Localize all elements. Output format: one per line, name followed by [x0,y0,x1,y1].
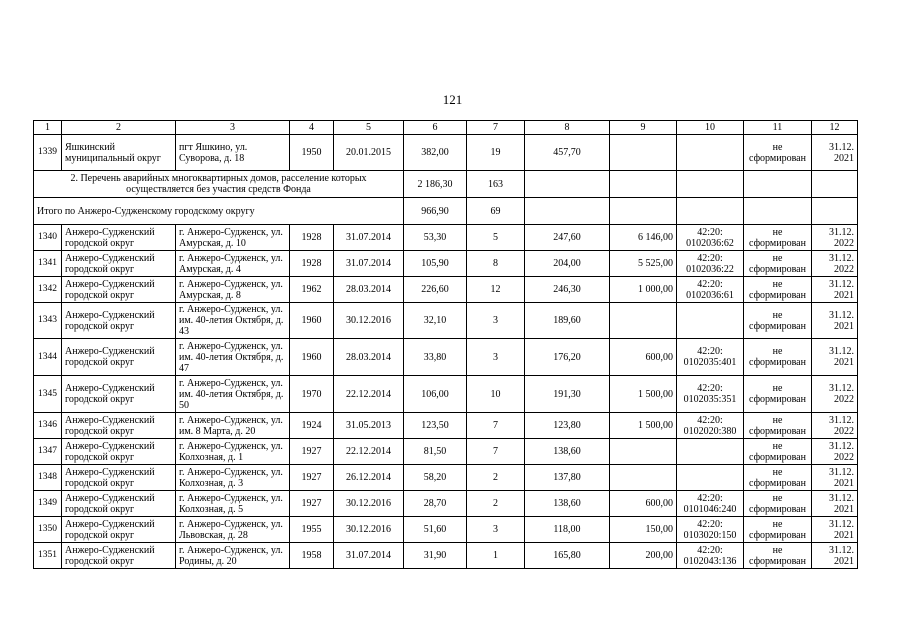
col9-cell: 6 146,00 [610,225,677,251]
address-cell: г. Анжеро-Судженск, ул. им. 8 Марта, д. 20 [176,413,290,439]
area-cell: 53,30 [404,225,467,251]
col8-cell: 246,30 [525,277,610,303]
people-cell: 10 [467,376,525,413]
address-cell: г. Анжеро-Судженск, ул. Колхозная, д. 5 [176,491,290,517]
table-row [34,135,858,171]
deadline-cell: 31.12. 2021 [812,135,858,171]
cadastre-cell: 42:20: 0101046:240 [677,491,744,517]
area-cell: 226,60 [404,277,467,303]
col9-cell: 1 500,00 [610,413,677,439]
address-cell: г. Анжеро-Судженск, ул. Родины, д. 20 [176,543,290,569]
year-cell: 1958 [290,543,334,569]
table-row [34,277,858,303]
column-number: 1 [34,121,62,135]
status-cell: не сформирован [744,439,812,465]
column-number: 2 [62,121,176,135]
year-cell: 1962 [290,277,334,303]
area-cell: 33,80 [404,339,467,376]
people-cell: 19 [467,135,525,171]
deadline-cell: 31.12. 2022 [812,376,858,413]
subtotal-people: 69 [467,198,525,225]
table-row [34,303,858,339]
area-cell: 382,00 [404,135,467,171]
col8-cell: 137,80 [525,465,610,491]
row-number: 1351 [34,543,62,569]
date-cell: 28.03.2014 [334,339,404,376]
address-cell: пгт Яшкино, ул. Суворова, д. 18 [176,135,290,171]
col9-cell: 5 525,00 [610,251,677,277]
date-cell: 31.07.2014 [334,225,404,251]
col8-cell: 191,30 [525,376,610,413]
address-cell: г. Анжеро-Судженск, ул. им. 40-летия Октября, д. 47 [176,339,290,376]
table-row [34,251,858,277]
people-cell: 3 [467,339,525,376]
people-cell: 3 [467,517,525,543]
area-cell: 58,20 [404,465,467,491]
area-cell: 32,10 [404,303,467,339]
table-row [34,339,858,376]
status-cell: не сформирован [744,376,812,413]
area-cell: 105,90 [404,251,467,277]
deadline-cell: 31.12. 2022 [812,439,858,465]
status-cell: не сформирован [744,465,812,491]
cadastre-cell: 42:20: 0102036:62 [677,225,744,251]
people-cell: 1 [467,543,525,569]
date-cell: 30.12.2016 [334,517,404,543]
column-number: 5 [334,121,404,135]
table-row [34,465,858,491]
date-cell: 30.12.2016 [334,303,404,339]
col9-cell: 1 500,00 [610,376,677,413]
area-cell: 106,00 [404,376,467,413]
cadastre-cell [677,303,744,339]
status-cell: не сформирован [744,303,812,339]
people-cell: 3 [467,303,525,339]
status-cell: не сформирован [744,225,812,251]
year-cell: 1928 [290,251,334,277]
district-cell: Анжеро-Судженский городской округ [62,339,176,376]
district-cell: Анжеро-Судженский городской округ [62,303,176,339]
year-cell: 1927 [290,491,334,517]
district-cell: Анжеро-Судженский городской округ [62,517,176,543]
cadastre-cell [677,465,744,491]
deadline-cell: 31.12. 2022 [812,413,858,439]
row-number: 1345 [34,376,62,413]
col8-cell: 118,00 [525,517,610,543]
deadline-cell: 31.12. 2021 [812,465,858,491]
status-cell: не сформирован [744,491,812,517]
column-number: 11 [744,121,812,135]
housing-register-table [33,120,858,569]
row-number: 1350 [34,517,62,543]
date-cell: 22.12.2014 [334,376,404,413]
status-cell: не сформирован [744,251,812,277]
area-cell: 28,70 [404,491,467,517]
section-row [34,171,858,198]
column-number: 3 [176,121,290,135]
col8-cell: 457,70 [525,135,610,171]
people-cell: 8 [467,251,525,277]
district-cell: Анжеро-Судженский городской округ [62,251,176,277]
col9-cell [610,303,677,339]
year-cell: 1927 [290,465,334,491]
address-cell: г. Анжеро-Судженск, ул. Амурская, д. 4 [176,251,290,277]
year-cell: 1970 [290,376,334,413]
row-number: 1346 [34,413,62,439]
deadline-cell: 31.12. 2022 [812,225,858,251]
row-number: 1347 [34,439,62,465]
address-cell: г. Анжеро-Судженск, ул. Амурская, д. 10 [176,225,290,251]
date-cell: 31.07.2014 [334,543,404,569]
address-cell: г. Анжеро-Судженск, ул. им. 40-летия Октября, д. 43 [176,303,290,339]
row-number: 1348 [34,465,62,491]
subtotal-area: 966,90 [404,198,467,225]
status-cell: не сформирован [744,277,812,303]
col8-cell: 189,60 [525,303,610,339]
deadline-cell: 31.12. 2021 [812,543,858,569]
col8-cell: 123,80 [525,413,610,439]
cadastre-cell: 42:20: 0102036:22 [677,251,744,277]
table-row [34,376,858,413]
column-number: 4 [290,121,334,135]
district-cell: Анжеро-Судженский городской округ [62,439,176,465]
page-number: 121 [442,92,463,107]
district-cell: Анжеро-Судженский городской округ [62,543,176,569]
area-cell: 51,60 [404,517,467,543]
address-cell: г. Анжеро-Судженск, ул. Львовская, д. 28 [176,517,290,543]
people-cell: 5 [467,225,525,251]
district-cell: Анжеро-Судженский городской округ [62,413,176,439]
year-cell: 1927 [290,439,334,465]
column-number: 9 [610,121,677,135]
status-cell: не сформирован [744,517,812,543]
deadline-cell: 31.12. 2021 [812,339,858,376]
column-number-row [34,121,858,135]
col9-cell: 600,00 [610,339,677,376]
district-cell: Яшкинский муниципальный округ [62,135,176,171]
row-number: 1343 [34,303,62,339]
col8-cell: 247,60 [525,225,610,251]
column-number: 8 [525,121,610,135]
date-cell: 31.05.2013 [334,413,404,439]
district-cell: Анжеро-Судженский городской округ [62,225,176,251]
col8-cell: 138,60 [525,439,610,465]
row-number: 1344 [34,339,62,376]
status-cell: не сформирован [744,413,812,439]
year-cell: 1928 [290,225,334,251]
address-cell: г. Анжеро-Судженск, ул. Колхозная, д. 3 [176,465,290,491]
people-cell: 12 [467,277,525,303]
col8-cell: 138,60 [525,491,610,517]
col9-cell [610,135,677,171]
cadastre-cell: 42:20: 0102020:380 [677,413,744,439]
section-title: 2. Перечень аварийных многоквартирных домов, расселение которых осуществляется без участия средств Фонда [34,171,404,198]
column-number: 10 [677,121,744,135]
column-number: 12 [812,121,858,135]
col9-cell [610,465,677,491]
date-cell: 22.12.2014 [334,439,404,465]
year-cell: 1955 [290,517,334,543]
people-cell: 7 [467,439,525,465]
row-number: 1340 [34,225,62,251]
deadline-cell: 31.12. 2021 [812,303,858,339]
section-people: 163 [467,171,525,198]
address-cell: г. Анжеро-Судженск, ул. Колхозная, д. 1 [176,439,290,465]
date-cell: 31.07.2014 [334,251,404,277]
people-cell: 7 [467,413,525,439]
year-cell: 1924 [290,413,334,439]
column-number: 7 [467,121,525,135]
deadline-cell: 31.12. 2021 [812,517,858,543]
col8-cell: 204,00 [525,251,610,277]
row-number: 1339 [34,135,62,171]
col9-cell: 200,00 [610,543,677,569]
col9-cell: 1 000,00 [610,277,677,303]
table-row [34,439,858,465]
district-cell: Анжеро-Судженский городской округ [62,376,176,413]
district-cell: Анжеро-Судженский городской округ [62,277,176,303]
table-row [34,225,858,251]
deadline-cell: 31.12. 2021 [812,277,858,303]
col9-cell: 150,00 [610,517,677,543]
table-row [34,413,858,439]
table-row [34,543,858,569]
area-cell: 81,50 [404,439,467,465]
table-row [34,517,858,543]
date-cell: 26.12.2014 [334,465,404,491]
year-cell: 1960 [290,303,334,339]
deadline-cell: 31.12. 2022 [812,251,858,277]
row-number: 1349 [34,491,62,517]
district-cell: Анжеро-Судженский городской округ [62,465,176,491]
row-number: 1341 [34,251,62,277]
date-cell: 30.12.2016 [334,491,404,517]
area-cell: 123,50 [404,413,467,439]
cadastre-cell: 42:20: 0102043:136 [677,543,744,569]
row-number: 1342 [34,277,62,303]
year-cell: 1960 [290,339,334,376]
year-cell: 1950 [290,135,334,171]
date-cell: 20.01.2015 [334,135,404,171]
address-cell: г. Анжеро-Судженск, ул. им. 40-летия Октября, д. 50 [176,376,290,413]
status-cell: не сформирован [744,543,812,569]
col8-cell: 165,80 [525,543,610,569]
cadastre-cell [677,135,744,171]
cadastre-cell: 42:20: 0102036:61 [677,277,744,303]
address-cell: г. Анжеро-Судженск, ул. Амурская, д. 8 [176,277,290,303]
section-area: 2 186,30 [404,171,467,198]
deadline-cell: 31.12. 2021 [812,491,858,517]
district-cell: Анжеро-Судженский городской округ [62,491,176,517]
area-cell: 31,90 [404,543,467,569]
col8-cell: 176,20 [525,339,610,376]
status-cell: не сформирован [744,135,812,171]
people-cell: 2 [467,491,525,517]
subtotal-row [34,198,858,225]
col9-cell [610,439,677,465]
cadastre-cell [677,439,744,465]
subtotal-title: Итого по Анжеро-Судженскому городскому округу [34,198,404,225]
column-number: 6 [404,121,467,135]
cadastre-cell: 42:20: 0103020:150 [677,517,744,543]
people-cell: 2 [467,465,525,491]
col9-cell: 600,00 [610,491,677,517]
status-cell: не сформирован [744,339,812,376]
cadastre-cell: 42:20: 0102035:351 [677,376,744,413]
cadastre-cell: 42:20: 0102035:401 [677,339,744,376]
table-row [34,491,858,517]
date-cell: 28.03.2014 [334,277,404,303]
